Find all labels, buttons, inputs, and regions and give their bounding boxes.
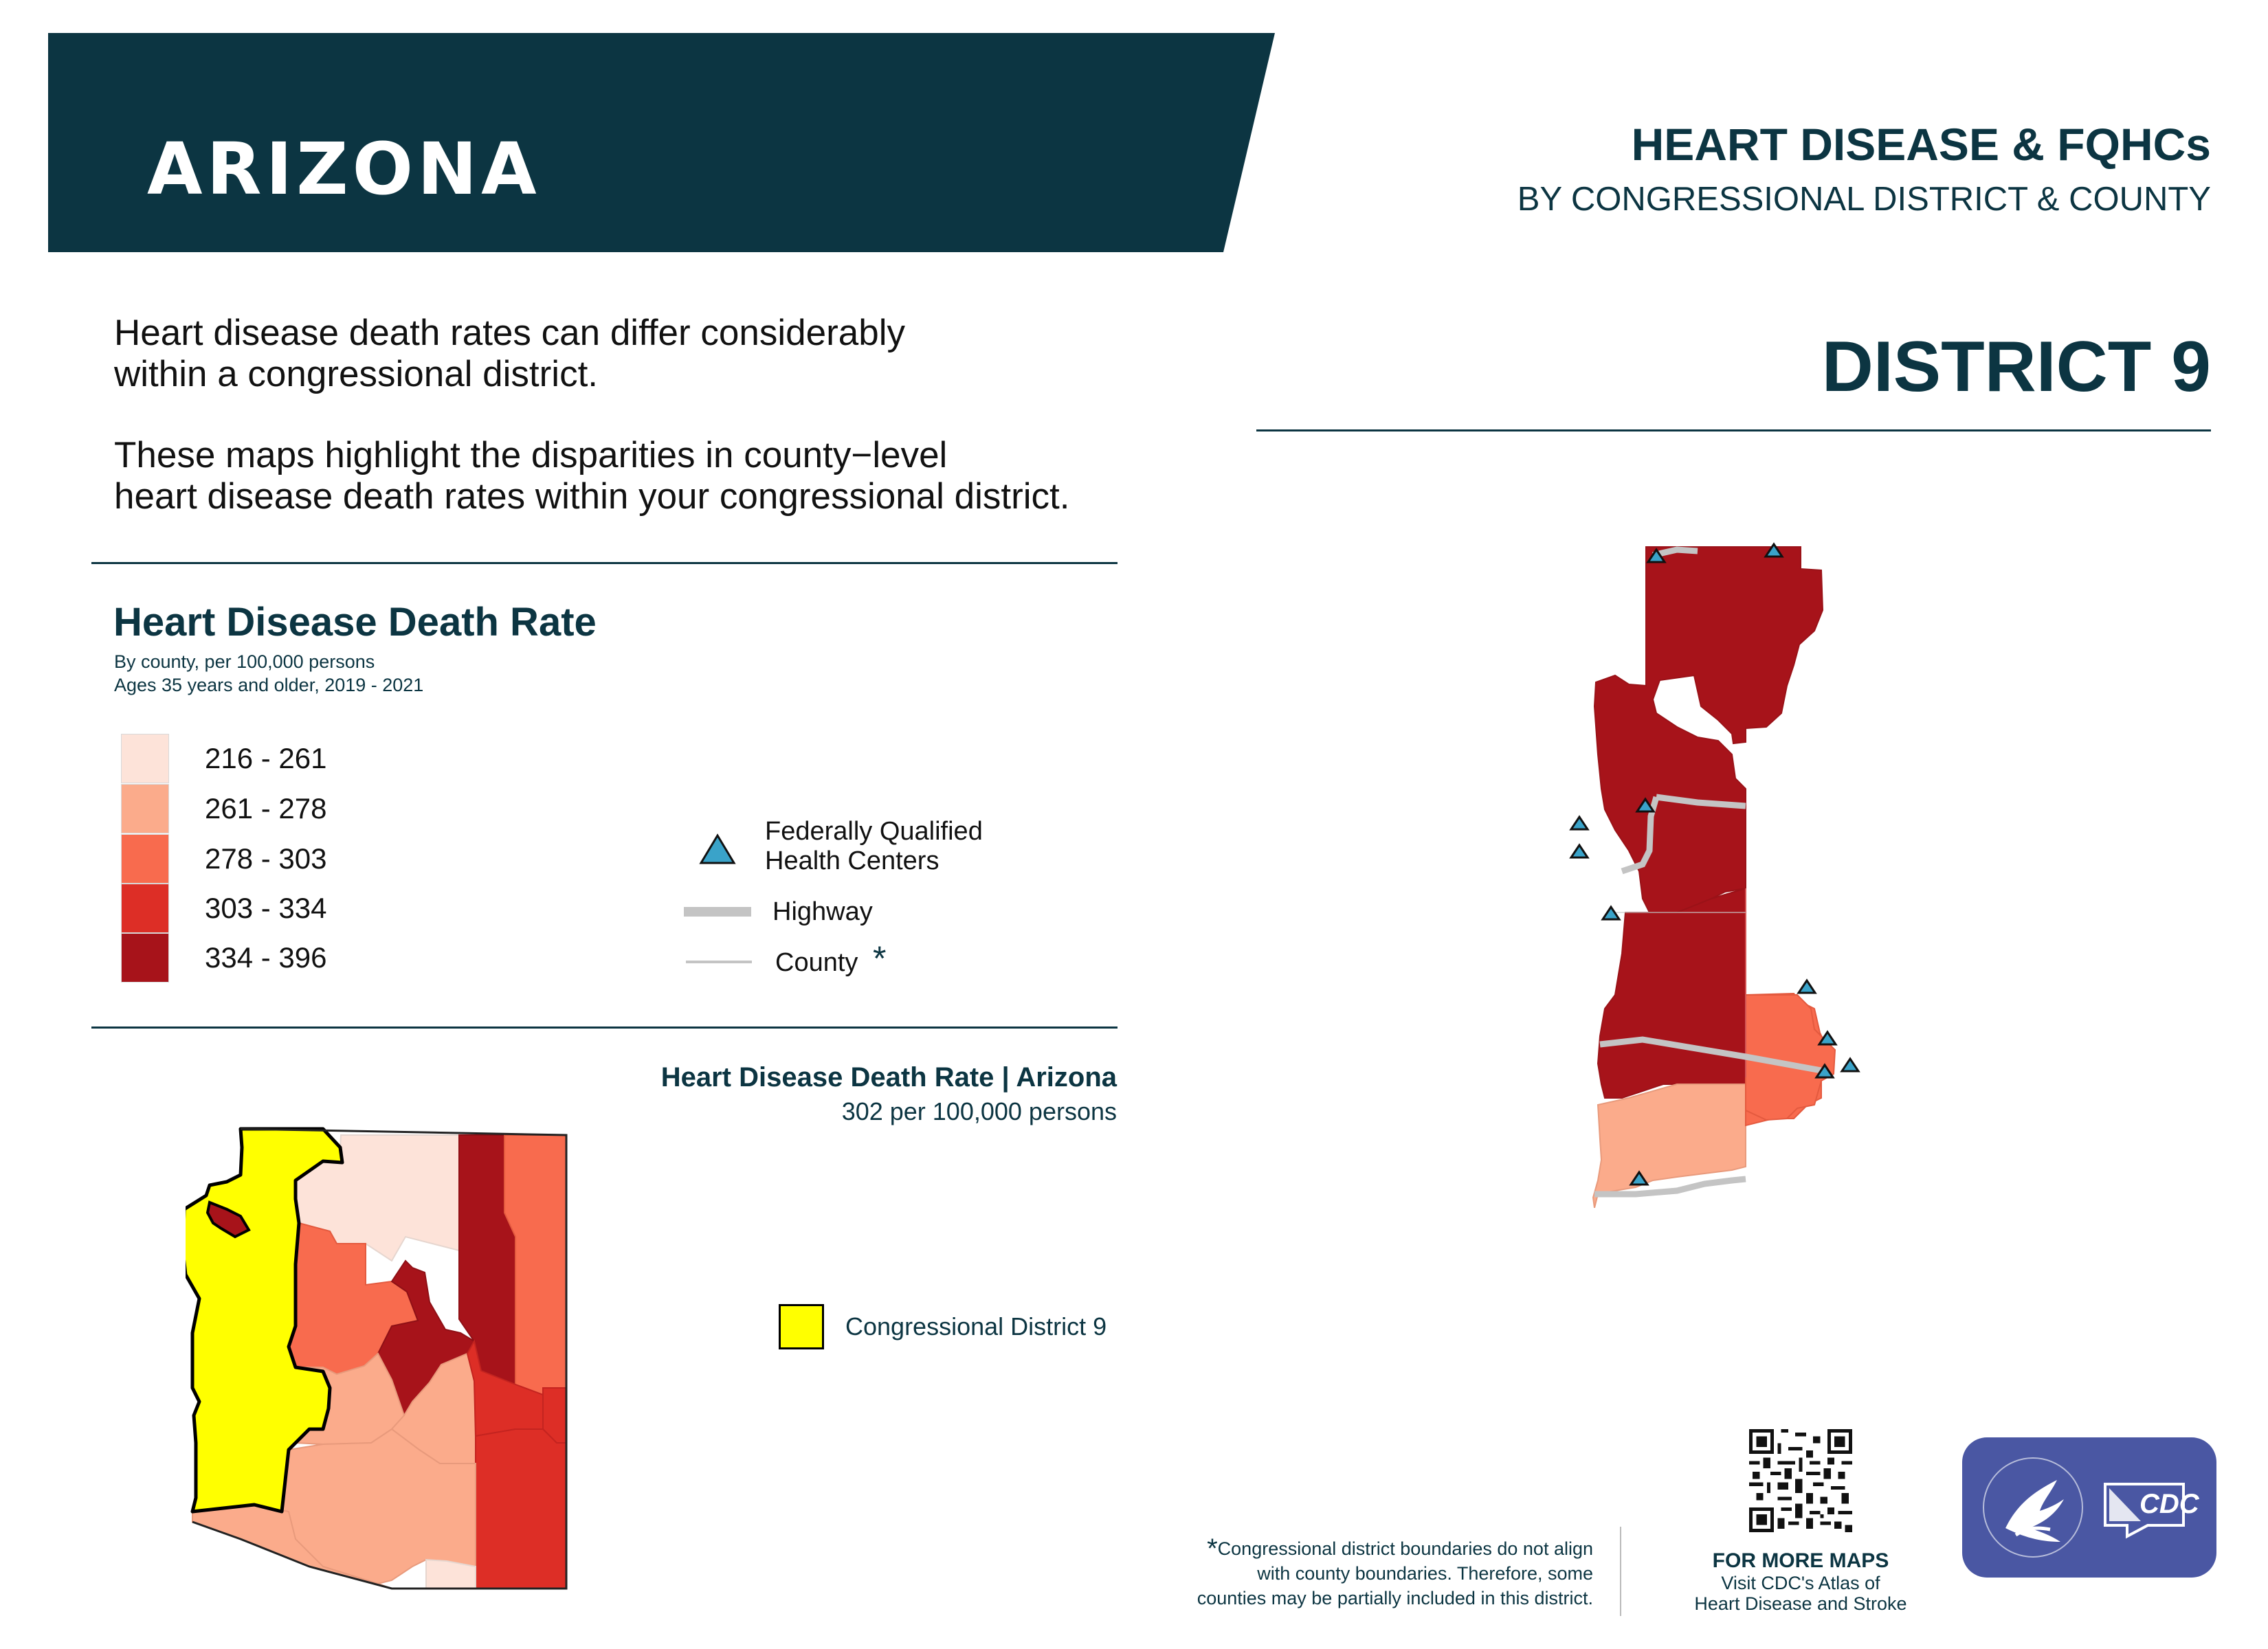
district-divider bbox=[1256, 429, 2211, 431]
legend-swatch-5 bbox=[121, 933, 169, 983]
cdc-logo-text: CDC bbox=[2139, 1489, 2199, 1519]
intro-paragraph-1 bbox=[114, 313, 1145, 395]
fqhc-label-line: Federally Qualified bbox=[765, 817, 983, 846]
intro-line: Heart disease death rates can differ considerably bbox=[114, 313, 905, 353]
legend-subtitle: Ages 35 years and older, 2019 - 2021 bbox=[114, 675, 424, 695]
county-legend-line bbox=[686, 961, 752, 963]
fqhc-triangle-icon bbox=[697, 833, 738, 867]
legend-swatch-3 bbox=[121, 834, 169, 884]
hhs-eagle-icon bbox=[1975, 1446, 2091, 1569]
more-maps-title: FOR MORE MAPS bbox=[1712, 1549, 1889, 1572]
county-cochise bbox=[476, 1429, 566, 1589]
fqhc-triangle-icon bbox=[1571, 845, 1588, 857]
legend-swatch-4 bbox=[121, 884, 169, 933]
footnote-asterisk: * bbox=[1207, 1534, 1218, 1564]
district-county-north bbox=[1594, 547, 1823, 912]
fqhc-triangle-icon bbox=[1571, 817, 1588, 829]
qr-code-icon[interactable] bbox=[1749, 1429, 1852, 1532]
more-maps-line: Heart Disease and Stroke bbox=[1694, 1593, 1907, 1614]
intro-line: within a congressional district. bbox=[114, 354, 599, 394]
footnote bbox=[1098, 1536, 1593, 1611]
highway-legend-label: Highway bbox=[772, 897, 873, 926]
footnote-line: *Congressional district boundaries do not align bbox=[1207, 1534, 1593, 1564]
more-maps-line: Visit CDC's Atlas of bbox=[1721, 1573, 1880, 1593]
district-legend-swatch bbox=[779, 1304, 824, 1349]
legend-bin-label: 261 - 278 bbox=[205, 792, 327, 824]
district-legend-label: Congressional District 9 bbox=[845, 1312, 1107, 1340]
legend-bottom-divider bbox=[91, 1027, 1118, 1029]
intro-line: These maps highlight the disparities in county−level bbox=[114, 435, 948, 475]
footer-divider bbox=[1620, 1527, 1621, 1616]
highway-legend-line bbox=[684, 907, 751, 917]
footnote-line: with county boundaries. Therefore, some bbox=[1257, 1563, 1593, 1584]
state-rate-title: Heart Disease Death Rate | Arizona bbox=[660, 1062, 1117, 1092]
fqhc-label-line: Health Centers bbox=[765, 846, 940, 875]
legend-title: Heart Disease Death Rate bbox=[113, 600, 597, 644]
arizona-state-map bbox=[186, 1127, 584, 1594]
fqhc-legend-label bbox=[765, 817, 983, 876]
intro-paragraph-2 bbox=[114, 435, 1145, 517]
page-subtitle: BY CONGRESSIONAL DISTRICT & COUNTY bbox=[1517, 181, 2211, 218]
legend-bin-label: 303 - 334 bbox=[205, 892, 327, 924]
footnote-line: counties may be partially included in this district. bbox=[1197, 1588, 1593, 1608]
legend-swatch-1 bbox=[121, 734, 169, 783]
intro-line: heart disease death rates within your congressional district. bbox=[114, 476, 1070, 517]
page-title: HEART DISEASE & FQHCs bbox=[1631, 119, 2211, 170]
legend-top-divider bbox=[91, 562, 1118, 564]
county-legend-label: County bbox=[775, 948, 858, 977]
state-rate-value: 302 per 100,000 persons bbox=[841, 1097, 1117, 1125]
county-asterisk: * bbox=[873, 939, 887, 978]
legend-bin-label: 216 - 261 bbox=[205, 742, 327, 774]
hhs-cdc-logo bbox=[1962, 1437, 2216, 1578]
state-name: ARIZONA bbox=[147, 127, 541, 211]
fqhc-triangle-icon bbox=[1842, 1059, 1858, 1071]
legend-swatch-2 bbox=[121, 784, 169, 833]
legend-subtitle: By county, per 100,000 persons bbox=[114, 651, 375, 672]
more-maps-block[interactable] bbox=[1663, 1549, 1938, 1614]
district-detail-map bbox=[1539, 528, 1897, 1208]
legend-bin-label: 334 - 396 bbox=[205, 941, 327, 974]
legend-bin-label: 278 - 303 bbox=[205, 842, 327, 875]
fqhc-triangle-icon bbox=[1799, 980, 1815, 993]
district-title: DISTRICT 9 bbox=[1821, 327, 2211, 407]
